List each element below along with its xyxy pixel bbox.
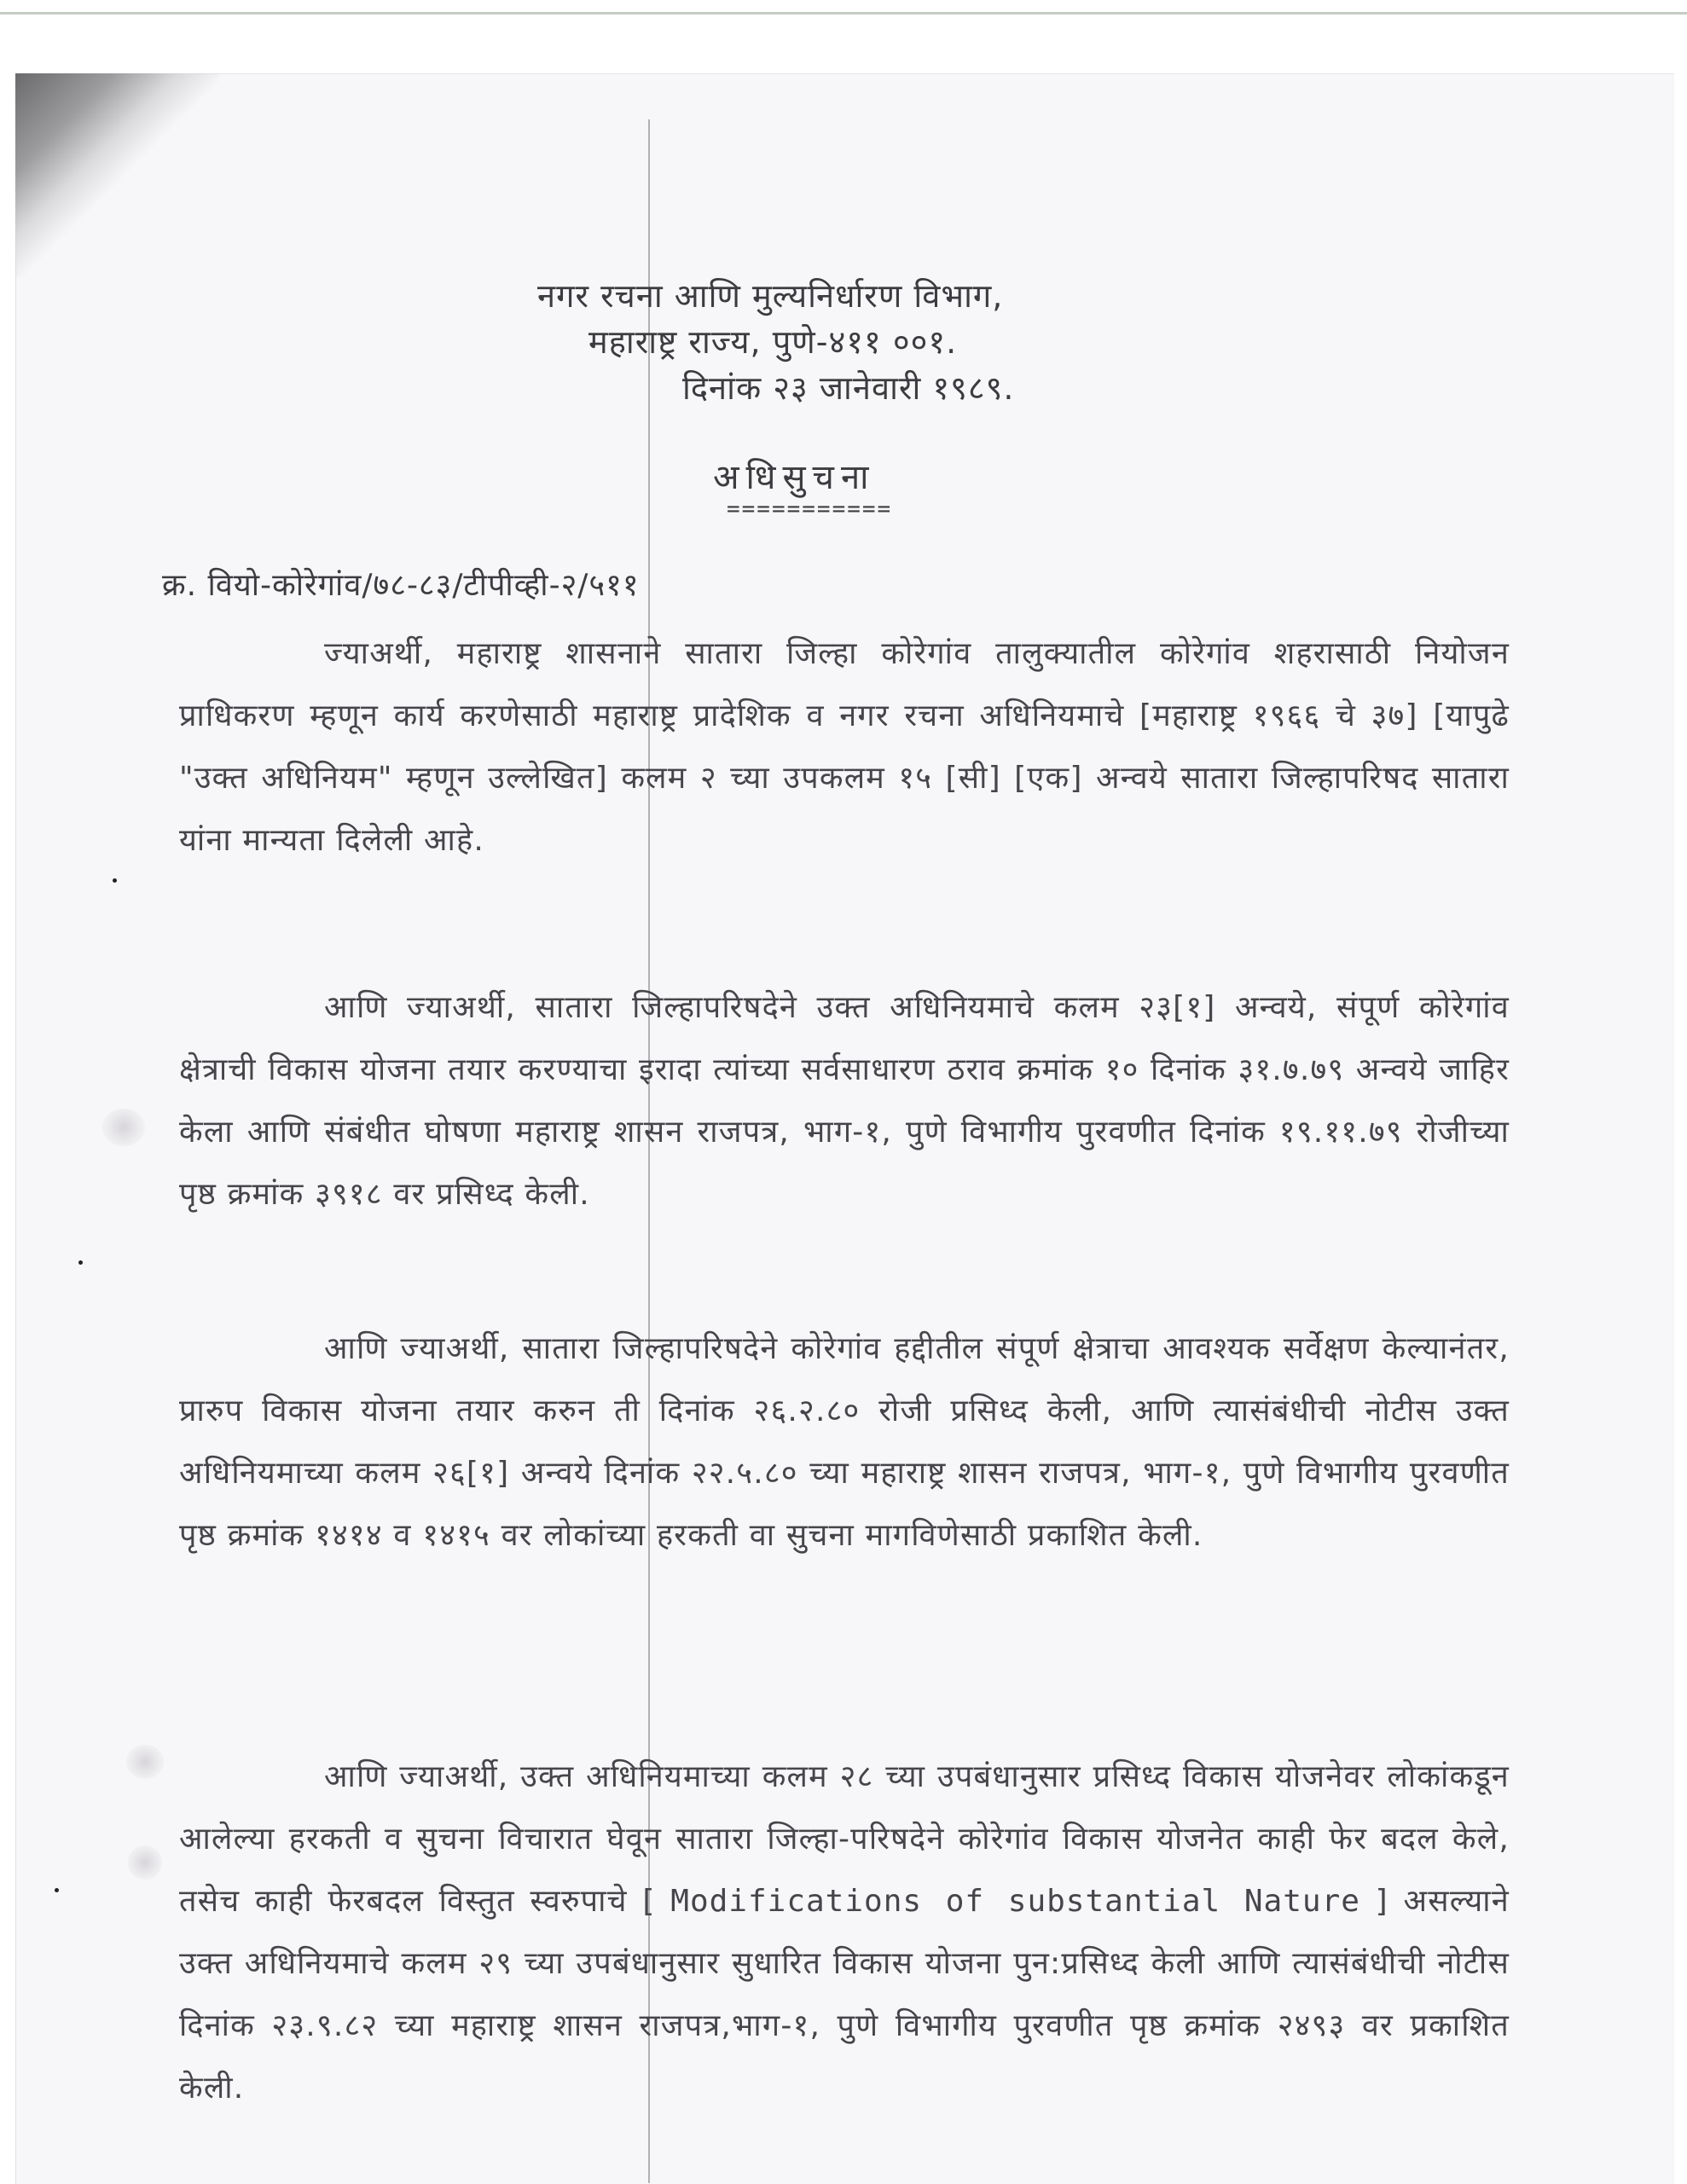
letterhead: [478, 273, 1245, 411]
paragraph-4-text-before: आणि ज्याअर्थी, उक्त अधिनियमाच्या कलम २८ च्या उपबंधानुसार प्रसिध्द विकास योजनेवर लोकांकडून आलेल्या हरकती व सुचना विचारात घेवून सातारा जिल्हा-परिषदेने कोरेगांव विकास योजनेत काही फेर बदल केले, तसेच काही फेरबदल विस्तुत स्वरुपाचे [: [179, 1759, 1510, 1919]
paragraph-4: [179, 1746, 1510, 2119]
corner-shadow: [15, 73, 220, 278]
date-line: दिनांक २३ जानेवारी १९८९.: [682, 369, 1015, 407]
english-phrase: Modifications of substantial Nature: [670, 1884, 1360, 1919]
ink-speck: [113, 878, 117, 883]
punch-hole: [128, 1845, 162, 1880]
punch-hole: [102, 1109, 145, 1146]
paragraph-1: ज्याअर्थी, महाराष्ट्र शासनाने सातारा जिल्हा कोरेगांव तालुक्यातील कोरेगांव शहरासाठी नियोजन प्राधिकरण म्हणून कार्य करणेसाठी महाराष्ट्र प्रादेशिक व नगर रचना अधिनियमाचे [महाराष्ट्र १९६६ चे ३७] [यापुढे "उक्त अधिनियम" म्हणून उल्लेखित] कलम २ च्या उपकलम १५ [सी] [एक] अन्वये सातारा जिल्हापरिषद सातारा यांना मान्यता दिलेली आहे.: [179, 636, 1510, 858]
ink-speck: [78, 1260, 83, 1265]
title-underline: ===========: [727, 496, 893, 522]
paragraph-4-text-after: ] असल्याने उक्त अधिनियमाचे कलम २९ च्या उपबंधानुसार सुधारित विकास योजना पुन:प्रसिध्द केली आणि त्यासंबंधीची नोटीस दिनांक २३.९.८२ च्या महाराष्ट्र शासन राजपत्र,भाग-१, पुणे विभागीय पुरवणीत पृष्ठ क्रमांक २४९३ वर प्रकाशित केली.: [179, 1884, 1510, 2106]
punch-hole: [126, 1745, 164, 1779]
paragraph-3: आणि ज्याअर्थी, सातारा जिल्हापरिषदेने कोरेगांव हद्दीतील संपूर्ण क्षेत्राचा आवश्यक सर्वेक्षण केल्यानंतर, प्रारुप विकास योजना तयार करुन ती दिनांक २६.२.८० रोजी प्रसिध्द केली, आणि त्यासंबंधीची नोटीस उक्त अधिनियमाच्या कलम २६[१] अन्वये दिनांक २२.५.८० च्या महाराष्ट्र शासन राजपत्र, भाग-१, पुणे विभागीय पुरवणीत पृष्ठ क्रमांक १४१४ व १४१५ वर लोकांच्या हरकती वा सुचना मागविणेसाठी प्रकाशित केली.: [179, 1331, 1510, 1553]
ink-speck: [55, 1888, 59, 1892]
reference-number: क्र. वियो-कोरेगांव/७८-८३/टीपीव्ही-२/५११: [162, 568, 640, 603]
notification-title: अधिसुचना: [713, 458, 876, 497]
state-city-line: महाराष्ट्र राज्य, पुणे-४११ ००१.: [588, 323, 958, 361]
paragraph-2: आणि ज्याअर्थी, सातारा जिल्हापरिषदेने उक्त अधिनियमाचे कलम २३[१] अन्वये, संपूर्ण कोरेगांव क्षेत्राची विकास योजना तयार करण्याचा इरादा त्यांच्या सर्वसाधारण ठराव क्रमांक १० दिनांक ३१.७.७९ अन्वये जाहिर केला आणि संबंधीत घोषणा महाराष्ट्र शासन राजपत्र, भाग-१, पुणे विभागीय पुरवणीत दिनांक १९.११.७९ रोजीच्या पृष्ठ क्रमांक ३९१८ वर प्रसिध्द केली.: [179, 990, 1510, 1212]
department-line: नगर रचना आणि मुल्यनिर्धारण विभाग,: [537, 277, 1004, 315]
top-rule: [0, 12, 1687, 14]
